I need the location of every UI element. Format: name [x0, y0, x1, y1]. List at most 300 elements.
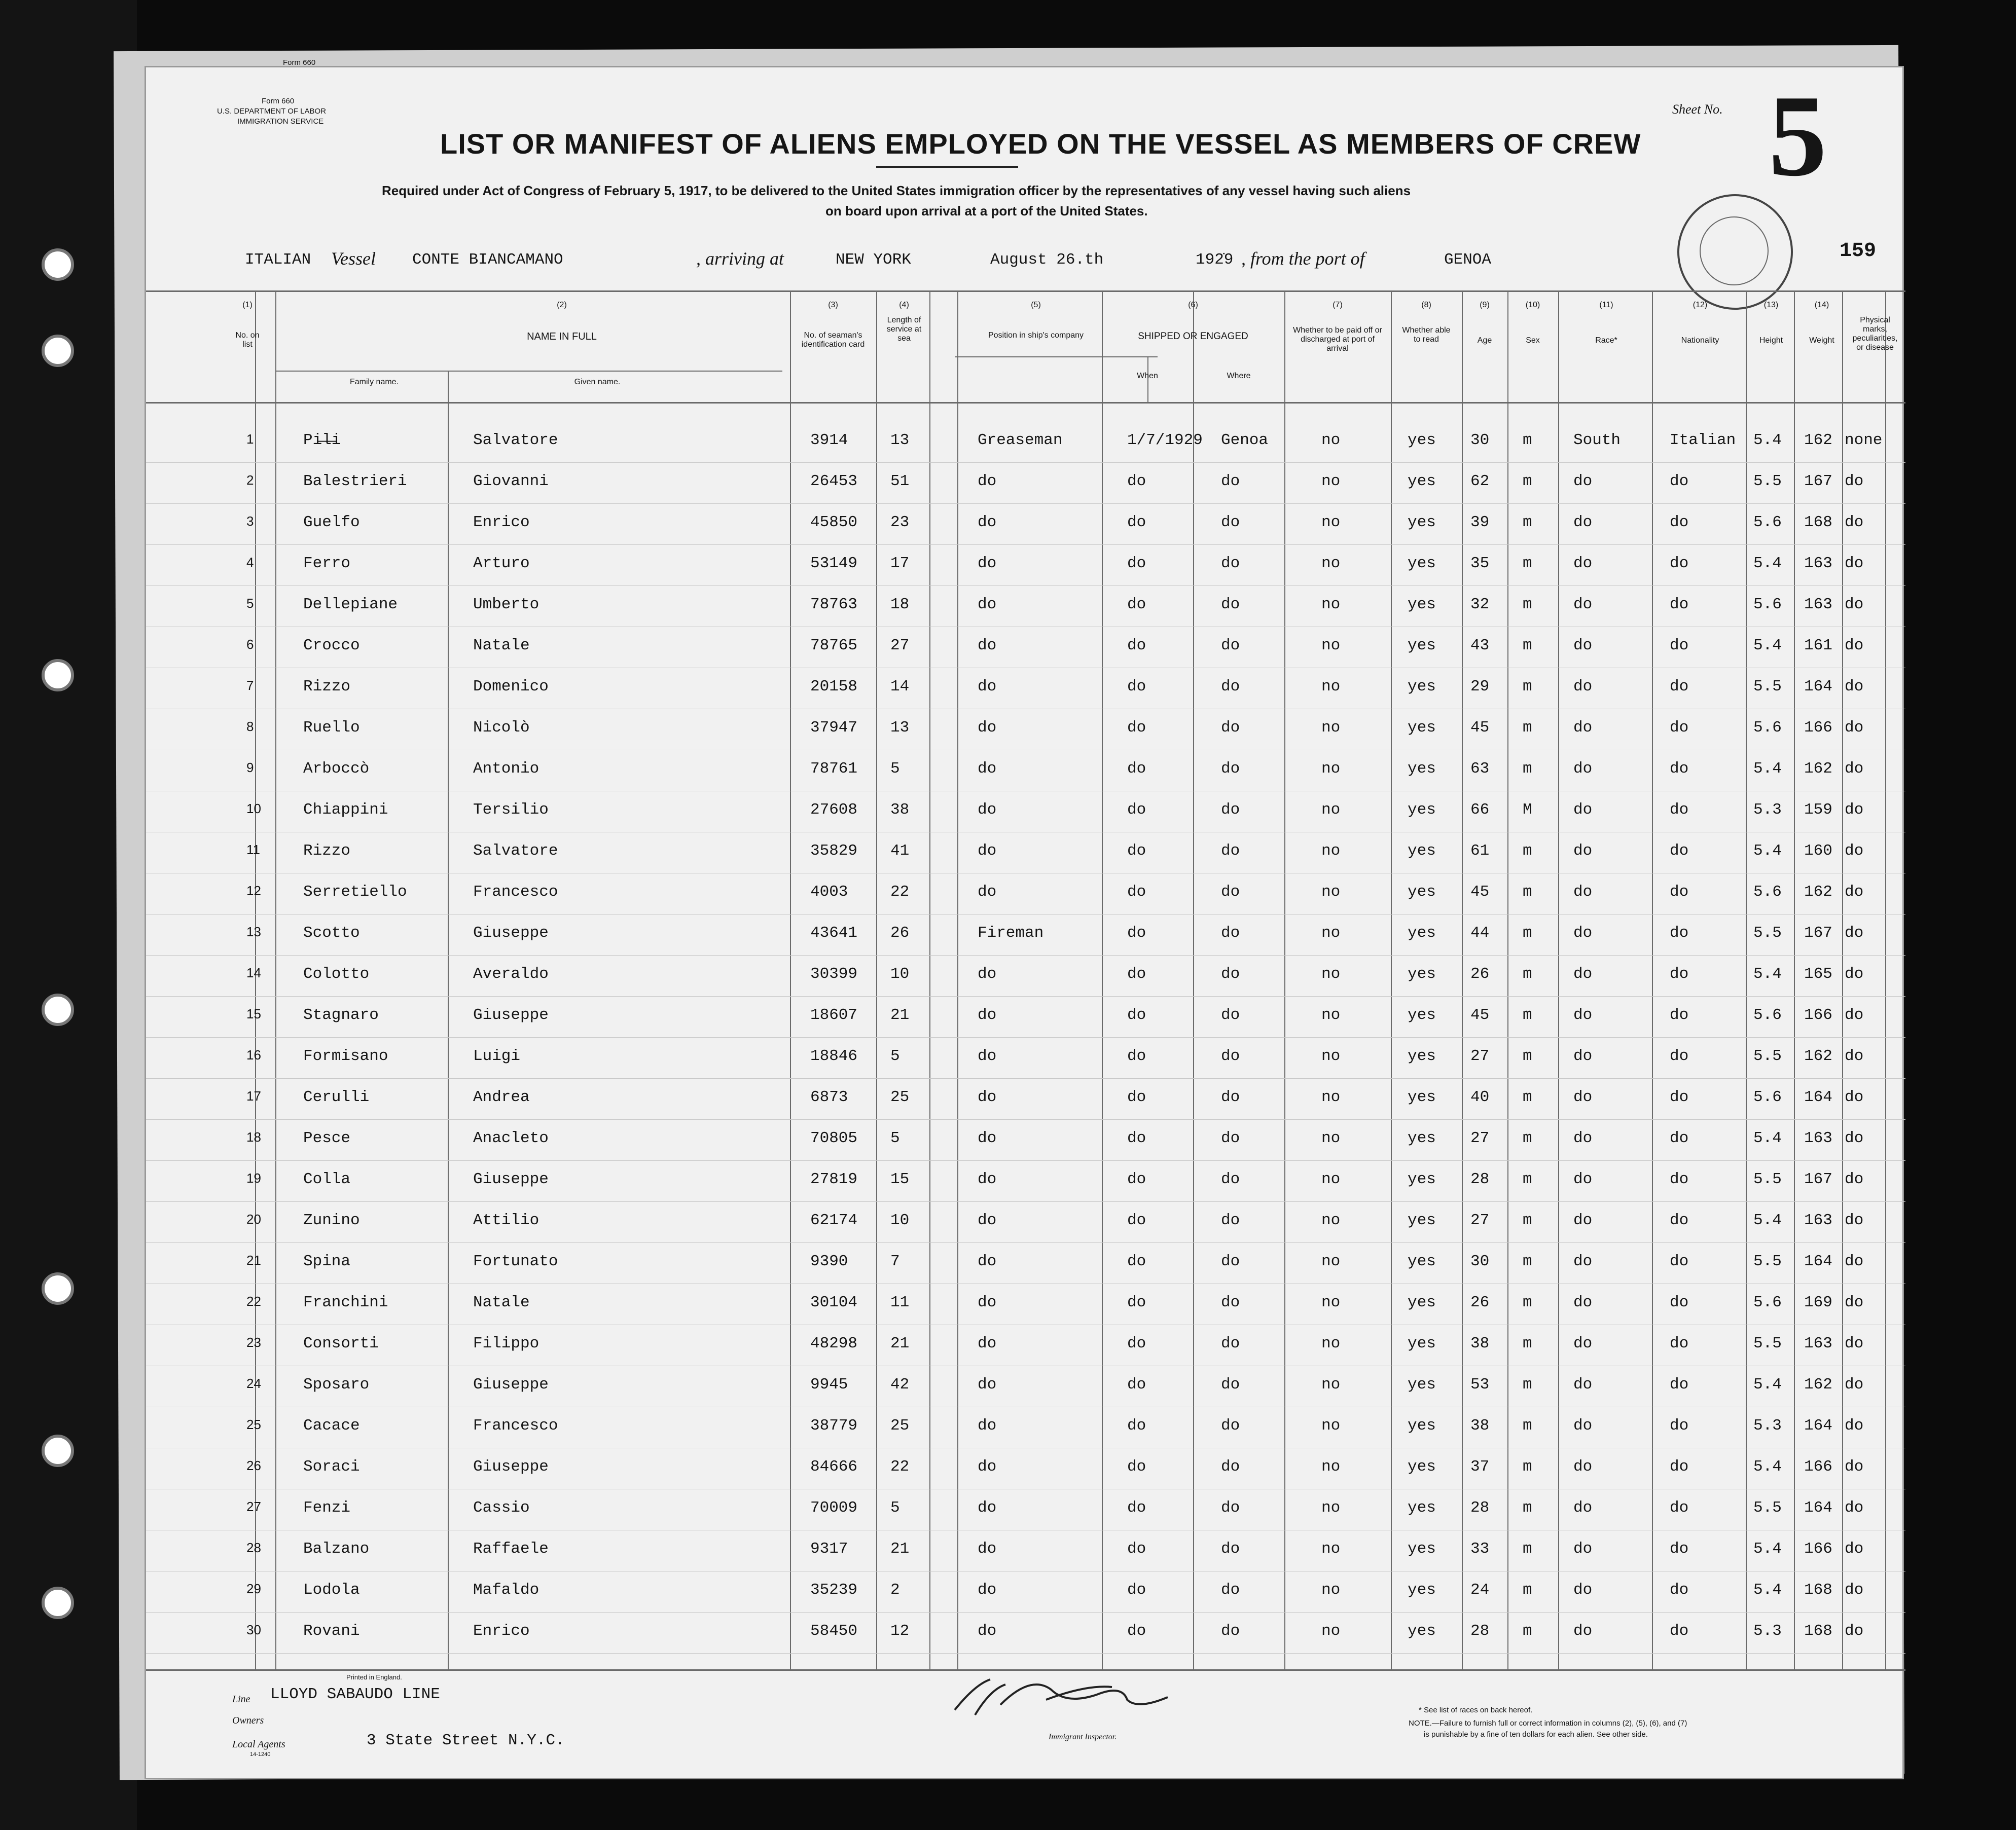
table-row [146, 1285, 1905, 1326]
shipped-when: do [1127, 678, 1146, 696]
physical-marks: do [1845, 596, 1864, 613]
row-number: 4 [246, 555, 254, 570]
height: 5.6 [1753, 1294, 1782, 1311]
table-row [146, 751, 1905, 792]
age: 28 [1470, 1170, 1490, 1188]
col-no-number: (1) [242, 301, 253, 309]
age: 44 [1470, 924, 1490, 942]
row-number: 11 [246, 842, 260, 857]
sex: m [1523, 1458, 1532, 1476]
weight: 164 [1804, 678, 1832, 696]
row-number: 16 [246, 1047, 261, 1063]
service-years: 11 [890, 1294, 910, 1311]
given-name: Giuseppe [473, 924, 549, 942]
col-where-header: Where [1227, 372, 1251, 380]
able-to-read: yes [1408, 1458, 1436, 1476]
race: do [1573, 1458, 1593, 1476]
arrival-date: August 26.th [990, 251, 1104, 269]
weight: 162 [1804, 1047, 1832, 1065]
age: 38 [1470, 1417, 1490, 1435]
paid-off: no [1321, 1294, 1341, 1311]
age: 29 [1470, 678, 1490, 696]
from-port-label: , from the port of [1241, 248, 1365, 269]
col-age-header: Age [1477, 336, 1492, 345]
fine-note-line-1: NOTE.—Failure to furnish full or correct information in columns (2), (5), (6), and (7) [1409, 1719, 1687, 1728]
position: do [978, 1047, 997, 1065]
position: Fireman [978, 924, 1044, 942]
inspector-signature [945, 1669, 1208, 1725]
family-name: Formisano [303, 1047, 388, 1065]
service-years: 14 [890, 678, 910, 696]
family-name: Dellepiane [303, 596, 398, 613]
id-card-number: 43641 [810, 924, 858, 942]
given-name: Enrico [473, 1622, 530, 1640]
able-to-read: yes [1408, 1540, 1436, 1558]
paid-off: no [1321, 1047, 1341, 1065]
row-number: 17 [246, 1088, 261, 1104]
service-years: 51 [890, 472, 910, 490]
id-card-number: 9317 [810, 1540, 848, 1558]
paid-off: no [1321, 596, 1341, 613]
paid-off: no [1321, 965, 1341, 983]
row-number: 30 [246, 1622, 261, 1637]
weight: 167 [1804, 924, 1832, 942]
col-position-number: (5) [1031, 301, 1041, 309]
shipped-where: do [1221, 1253, 1240, 1270]
col-card-number: (3) [828, 301, 838, 309]
height: 5.4 [1753, 431, 1782, 449]
row-number: 6 [246, 637, 254, 652]
sex: m [1523, 760, 1532, 778]
nationality: do [1670, 1540, 1689, 1558]
height: 5.5 [1753, 1499, 1782, 1517]
id-card-number: 62174 [810, 1212, 858, 1229]
shipped-where: do [1221, 1417, 1240, 1435]
paid-off: no [1321, 1499, 1341, 1517]
race: do [1573, 514, 1593, 531]
physical-marks: do [1845, 719, 1864, 737]
weight: 163 [1804, 555, 1832, 572]
col-position-header: Position in ship's company [988, 331, 1084, 340]
service-years: 22 [890, 1458, 910, 1476]
given-name: Andrea [473, 1088, 530, 1106]
physical-marks: do [1845, 1540, 1864, 1558]
shipped-when: do [1127, 801, 1146, 819]
paid-off: no [1321, 678, 1341, 696]
table-row [146, 463, 1905, 504]
row-number: 23 [246, 1335, 261, 1350]
shipped-when: do [1127, 1540, 1146, 1558]
punch-hole [42, 1435, 74, 1467]
nationality: do [1670, 472, 1689, 490]
shipped-sub-rule [955, 356, 1158, 357]
able-to-read: yes [1408, 1253, 1436, 1270]
age: 26 [1470, 965, 1490, 983]
family-name: Balestrieri [303, 472, 407, 490]
row-number: 28 [246, 1540, 261, 1555]
agents-address: 3 State Street N.Y.C. [367, 1732, 565, 1749]
given-name: Arturo [473, 555, 530, 572]
table-row [146, 956, 1905, 997]
nationality: do [1670, 883, 1689, 901]
service-years: 21 [890, 1540, 910, 1558]
service-years: 2 [890, 1581, 900, 1599]
nationality: do [1670, 1253, 1689, 1270]
able-to-read: yes [1408, 1294, 1436, 1311]
weight: 160 [1804, 842, 1832, 860]
paid-off: no [1321, 1129, 1341, 1147]
service-years: 21 [890, 1335, 910, 1352]
id-card-number: 78761 [810, 760, 858, 778]
row-number: 19 [246, 1170, 261, 1186]
shipped-when: do [1127, 1212, 1146, 1229]
age: 28 [1470, 1499, 1490, 1517]
line-label: Line [232, 1694, 250, 1705]
position: do [978, 637, 997, 654]
col-sex-header: Sex [1526, 336, 1540, 345]
position: do [978, 1540, 997, 1558]
physical-marks: do [1845, 555, 1864, 572]
race: do [1573, 555, 1593, 572]
able-to-read: yes [1408, 1417, 1436, 1435]
table-row [146, 545, 1905, 587]
nationality: do [1670, 1170, 1689, 1188]
id-card-number: 27819 [810, 1170, 858, 1188]
weight: 162 [1804, 431, 1832, 449]
physical-marks: do [1845, 801, 1864, 819]
height: 5.5 [1753, 1170, 1782, 1188]
service-years: 26 [890, 924, 910, 942]
table-row [146, 833, 1905, 874]
age: 39 [1470, 514, 1490, 531]
nationality: do [1670, 719, 1689, 737]
shipped-when: do [1127, 842, 1146, 860]
age: 45 [1470, 883, 1490, 901]
position: do [978, 1499, 997, 1517]
shipped-when: do [1127, 1458, 1146, 1476]
position: do [978, 965, 997, 983]
nationality: do [1670, 801, 1689, 819]
given-name: Anacleto [473, 1129, 549, 1147]
col-height-header: Height [1759, 336, 1783, 345]
subtitle-line-2: on board upon arrival at a port of the United States. [825, 203, 1148, 218]
sex: m [1523, 842, 1532, 860]
col-race-header: Race* [1595, 336, 1617, 345]
weight: 162 [1804, 883, 1832, 901]
weight: 167 [1804, 1170, 1832, 1188]
paid-off: no [1321, 1458, 1341, 1476]
shipped-where: do [1221, 1212, 1240, 1229]
able-to-read: yes [1408, 760, 1436, 778]
paid-off: no [1321, 1006, 1341, 1024]
sex: m [1523, 1047, 1532, 1065]
table-row [146, 1572, 1905, 1613]
paid-off: no [1321, 1170, 1341, 1188]
shipped-where: do [1221, 883, 1240, 901]
paid-off: no [1321, 842, 1341, 860]
race: do [1573, 1622, 1593, 1640]
given-name: Natale [473, 637, 530, 654]
sex: m [1523, 1622, 1532, 1640]
shipped-when: do [1127, 637, 1146, 654]
position: do [978, 1335, 997, 1352]
table-row [146, 792, 1905, 833]
paid-off: no [1321, 1253, 1341, 1270]
nationality: do [1670, 1499, 1689, 1517]
table-row [146, 1161, 1905, 1202]
col-shipped-number: (6) [1188, 301, 1198, 309]
row-number: 3 [246, 514, 254, 529]
race: do [1573, 883, 1593, 901]
nationality: do [1670, 1047, 1689, 1065]
id-card-number: 35829 [810, 842, 858, 860]
shipped-when: do [1127, 1170, 1146, 1188]
able-to-read: yes [1408, 1047, 1436, 1065]
race: do [1573, 678, 1593, 696]
punch-hole [42, 1587, 74, 1619]
position: do [978, 883, 997, 901]
shipped-when: do [1127, 1499, 1146, 1517]
id-card-number: 30399 [810, 965, 858, 983]
race: do [1573, 801, 1593, 819]
physical-marks: do [1845, 678, 1864, 696]
col-paid-header: Whether to be paid off or discharged at port of arrival [1293, 326, 1382, 353]
given-name: Luigi [473, 1047, 521, 1065]
weight: 163 [1804, 1335, 1832, 1352]
table-row [146, 1449, 1905, 1490]
table-row [146, 1120, 1905, 1161]
age: 53 [1470, 1376, 1490, 1394]
able-to-read: yes [1408, 719, 1436, 737]
race: do [1573, 1417, 1593, 1435]
given-name: Attilio [473, 1212, 539, 1229]
row-number: 20 [246, 1212, 261, 1227]
able-to-read: yes [1408, 1212, 1436, 1229]
service-years: 13 [890, 431, 910, 449]
id-card-number: 6873 [810, 1088, 848, 1106]
family-name: Colla [303, 1170, 351, 1188]
service-years: 10 [890, 1212, 910, 1229]
departure-port: GENOA [1444, 251, 1492, 269]
table-row [146, 504, 1905, 545]
weight: 161 [1804, 637, 1832, 654]
given-name: Antonio [473, 760, 539, 778]
family-name: Rizzo [303, 842, 351, 860]
given-name: Umberto [473, 596, 539, 613]
row-number: 12 [246, 883, 261, 898]
race: do [1573, 842, 1593, 860]
family-name: Pi̶l̶i [303, 431, 341, 449]
position: do [978, 1253, 997, 1270]
shipped-where: do [1221, 924, 1240, 942]
sex: m [1523, 1417, 1532, 1435]
height: 5.4 [1753, 1376, 1782, 1394]
given-name: Fortunato [473, 1253, 558, 1270]
table-row [146, 874, 1905, 915]
row-number: 29 [246, 1581, 261, 1596]
id-card-number: 20158 [810, 678, 858, 696]
id-card-number: 35239 [810, 1581, 858, 1599]
able-to-read: yes [1408, 431, 1436, 449]
family-name: Fenzi [303, 1499, 351, 1517]
nationality: do [1670, 1417, 1689, 1435]
height: 5.3 [1753, 801, 1782, 819]
paid-off: no [1321, 1088, 1341, 1106]
shipped-where: do [1221, 678, 1240, 696]
race: do [1573, 596, 1593, 613]
shipped-where: do [1221, 1129, 1240, 1147]
position: do [978, 1006, 997, 1024]
arriving-label: , arriving at [696, 248, 784, 269]
physical-marks: do [1845, 924, 1864, 942]
family-name: Consorti [303, 1335, 379, 1352]
physical-marks: do [1845, 1417, 1864, 1435]
height: 5.4 [1753, 1212, 1782, 1229]
col-marks-header: Physical marks, peculiarities, or disease [1852, 316, 1898, 352]
nationality: do [1670, 1622, 1689, 1640]
nationality: do [1670, 1458, 1689, 1476]
age: 45 [1470, 719, 1490, 737]
sex: m [1523, 514, 1532, 531]
col-family-header: Family name. [349, 378, 399, 386]
inspector-label: Immigrant Inspector. [1049, 1733, 1117, 1741]
service-years: 27 [890, 637, 910, 654]
id-card-number: 4003 [810, 883, 848, 901]
sex: m [1523, 883, 1532, 901]
line-name: LLOYD SABAUDO LINE [270, 1686, 440, 1703]
paid-off: no [1321, 1622, 1341, 1640]
physical-marks: do [1845, 1294, 1864, 1311]
physical-marks: do [1845, 637, 1864, 654]
weight: 162 [1804, 1376, 1832, 1394]
family-name: Cerulli [303, 1088, 370, 1106]
table-row [146, 669, 1905, 710]
row-number: 13 [246, 924, 261, 939]
given-name: Tersilio [473, 801, 549, 819]
family-name: Balzano [303, 1540, 370, 1558]
position: do [978, 472, 997, 490]
weight: 163 [1804, 1129, 1832, 1147]
height: 5.3 [1753, 1622, 1782, 1640]
id-card-number: 53149 [810, 555, 858, 572]
family-name: Ferro [303, 555, 351, 572]
table-row [146, 710, 1905, 751]
age: 27 [1470, 1047, 1490, 1065]
shipped-where: do [1221, 1540, 1240, 1558]
row-number: 15 [246, 1006, 261, 1021]
name-sub-rule [275, 371, 782, 372]
agents-code: 14-1240 [250, 1751, 271, 1758]
sex: m [1523, 1499, 1532, 1517]
physical-marks: none [1845, 431, 1883, 449]
family-name: Crocco [303, 637, 360, 654]
service-years: 5 [890, 760, 900, 778]
height: 5.6 [1753, 596, 1782, 613]
shipped-when: do [1127, 1376, 1146, 1394]
physical-marks: do [1845, 1047, 1864, 1065]
able-to-read: yes [1408, 1581, 1436, 1599]
col-name-number: (2) [557, 301, 567, 309]
service-years: 5 [890, 1129, 900, 1147]
family-name: Cacace [303, 1417, 360, 1435]
height: 5.4 [1753, 1581, 1782, 1599]
table-row [146, 915, 1905, 956]
punch-hole [42, 1272, 74, 1305]
weight: 163 [1804, 596, 1832, 613]
col-weight-number: (14) [1814, 301, 1829, 309]
nationality: do [1670, 1088, 1689, 1106]
able-to-read: yes [1408, 1088, 1436, 1106]
service-years: 7 [890, 1253, 900, 1270]
family-name: Colotto [303, 965, 370, 983]
height: 5.5 [1753, 924, 1782, 942]
able-to-read: yes [1408, 1376, 1436, 1394]
family-name: Zunino [303, 1212, 360, 1229]
given-name: Filippo [473, 1335, 539, 1352]
table-row [146, 587, 1905, 628]
age: 33 [1470, 1540, 1490, 1558]
weight: 164 [1804, 1253, 1832, 1270]
physical-marks: do [1845, 514, 1864, 531]
age: 66 [1470, 801, 1490, 819]
service-years: 23 [890, 514, 910, 531]
shipped-when: do [1127, 1581, 1146, 1599]
shipped-when: 1/7/1929 [1127, 431, 1203, 449]
service-years: 13 [890, 719, 910, 737]
paid-off: no [1321, 1540, 1341, 1558]
shipped-when: do [1127, 1335, 1146, 1352]
weight: 164 [1804, 1499, 1832, 1517]
col-service-header: Length of service at sea [886, 316, 922, 343]
able-to-read: yes [1408, 1335, 1436, 1352]
weight: 166 [1804, 1006, 1832, 1024]
paid-off: no [1321, 1212, 1341, 1229]
shipped-when: do [1127, 1622, 1146, 1640]
position: do [978, 760, 997, 778]
shipped-where: do [1221, 801, 1240, 819]
shipped-where: do [1221, 1047, 1240, 1065]
sex: m [1523, 1581, 1532, 1599]
vessel-label: Vessel [331, 248, 376, 269]
agents-label: Local Agents [232, 1739, 285, 1750]
shipped-where: do [1221, 555, 1240, 572]
id-card-number: 30104 [810, 1294, 858, 1311]
id-card-number: 9945 [810, 1376, 848, 1394]
given-name: Giuseppe [473, 1376, 549, 1394]
service-years: 12 [890, 1622, 910, 1640]
height: 5.4 [1753, 555, 1782, 572]
shipped-when: do [1127, 1129, 1146, 1147]
id-card-number: 9390 [810, 1253, 848, 1270]
sex: m [1523, 1129, 1532, 1147]
race: do [1573, 1129, 1593, 1147]
family-name: Sposaro [303, 1376, 370, 1394]
sex: m [1523, 1540, 1532, 1558]
family-name: Rovani [303, 1622, 360, 1640]
position: do [978, 801, 997, 819]
service-years: 38 [890, 801, 910, 819]
nationality: do [1670, 637, 1689, 654]
department-label: U.S. DEPARTMENT OF LABOR [217, 107, 327, 116]
shipped-where: Genoa [1221, 431, 1269, 449]
able-to-read: yes [1408, 801, 1436, 819]
nationality: do [1670, 514, 1689, 531]
able-to-read: yes [1408, 1170, 1436, 1188]
height: 5.4 [1753, 1129, 1782, 1147]
table-row [146, 1243, 1905, 1285]
owners-label: Owners [232, 1715, 264, 1726]
service-years: 17 [890, 555, 910, 572]
